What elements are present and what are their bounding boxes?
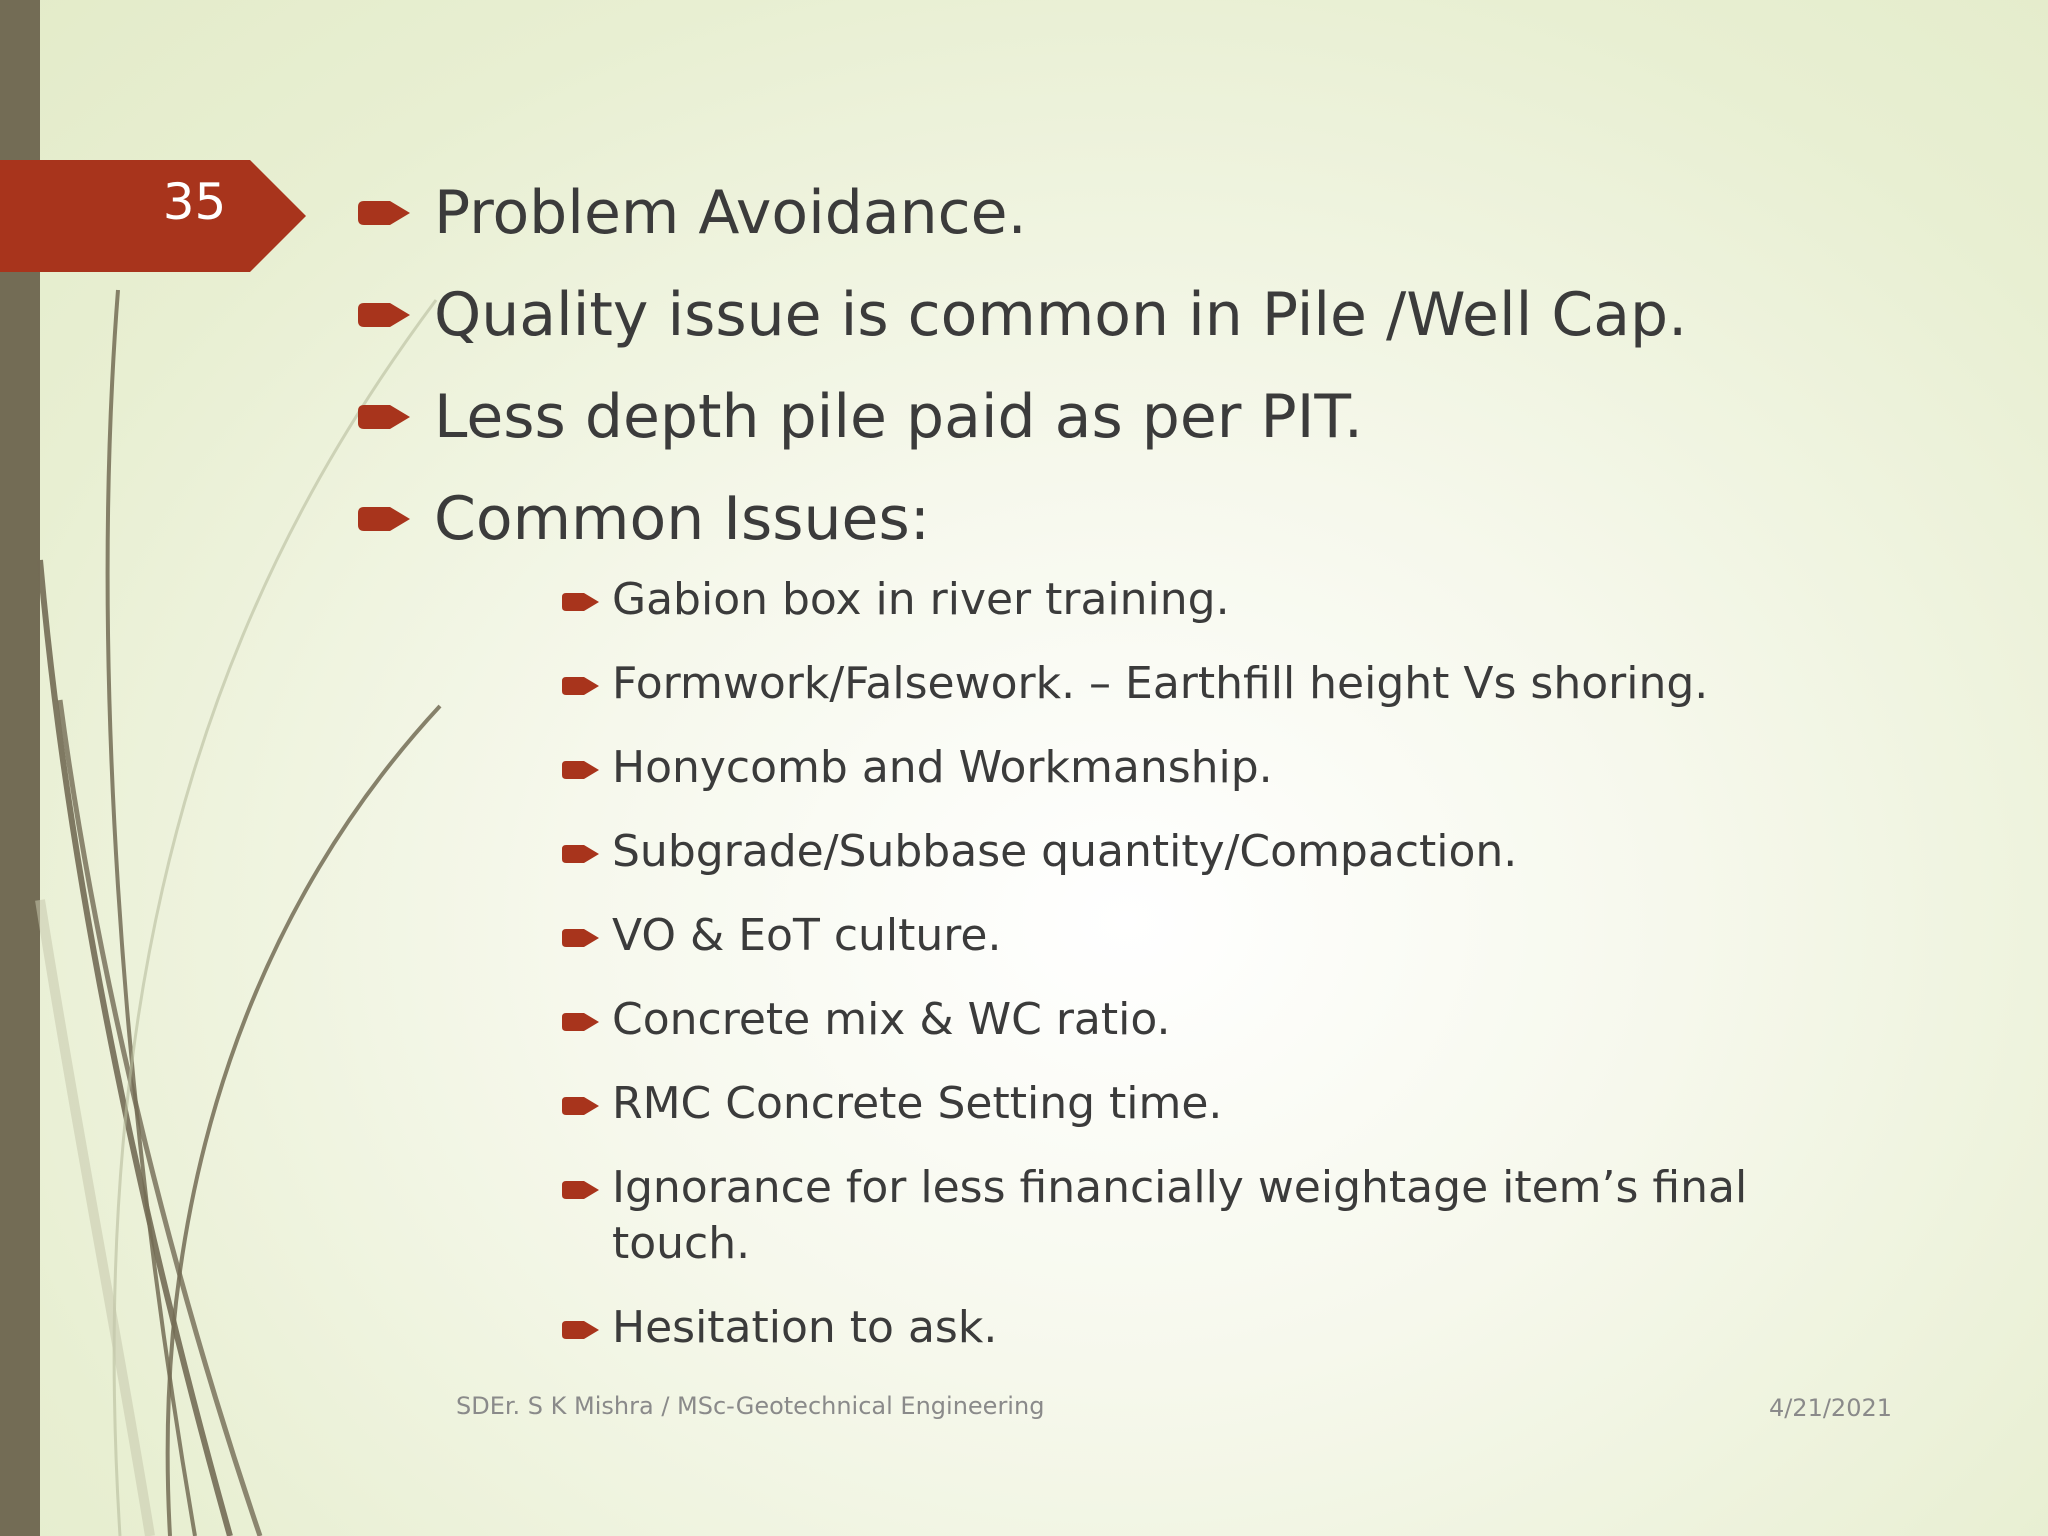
sub-bullet-list [562,572,1862,1384]
main-bullet-text: Common Issues: [434,484,930,554]
sub-bullet-item [562,572,1862,628]
arrow-bullet-icon [562,908,612,952]
footer-date: 4/21/2021 [1768,1394,1892,1422]
arrow-bullet-icon [562,824,612,868]
arrow-bullet-icon [562,992,612,1036]
sub-bullet-item [562,1076,1862,1132]
arrow-bullet-icon [562,1076,612,1120]
arrow-bullet-icon [358,199,434,227]
sub-bullet-item [562,908,1862,964]
sub-bullet-item [562,1300,1862,1356]
arrow-bullet-icon [562,572,612,616]
arrow-bullet-icon [562,1300,612,1344]
main-bullet-item [358,162,1858,264]
main-bullet-item [358,264,1858,366]
sub-bullet-text: Hesitation to ask. [612,1302,998,1353]
sub-bullet-text: Gabion box in river training. [612,574,1230,625]
arrow-bullet-icon [358,505,434,533]
sub-bullet-text: Subgrade/Subbase quantity/Compaction. [612,826,1518,877]
arrow-bullet-icon [358,403,434,431]
arrow-bullet-icon [562,656,612,700]
sub-bullet-text: Honycomb and Workmanship. [612,742,1273,793]
main-bullet-item [358,468,1858,570]
sub-bullet-item [562,824,1862,880]
sub-bullet-text: Formwork/Falsework. – Earthfill height Vs shoring. [612,658,1709,709]
arrow-bullet-icon [358,301,434,329]
arrow-bullet-icon [562,740,612,784]
sub-bullet-text: Concrete mix & WC ratio. [612,994,1171,1045]
main-bullet-text: Problem Avoidance. [434,178,1027,248]
slide-number: 35 [162,173,227,231]
arrow-bullet-icon [562,1160,612,1204]
main-bullet-text: Less depth pile paid as per PIT. [434,382,1364,452]
footer-author: SDEr. S K Mishra / MSc-Geotechnical Engineering [456,1392,1045,1420]
sub-bullet-item [562,740,1862,796]
sub-bullet-item [562,1160,1862,1272]
sub-bullet-text: Ignorance for less financially weightage item’s final touch. [612,1162,1748,1269]
sub-bullet-item [562,992,1862,1048]
main-bullet-item [358,366,1858,468]
main-bullet-text: Quality issue is common in Pile /Well Cap. [434,280,1688,350]
sub-bullet-text: RMC Concrete Setting time. [612,1078,1223,1129]
sub-bullet-text: VO & EoT culture. [612,910,1002,961]
main-bullet-list [358,162,1858,570]
sub-bullet-item [562,656,1862,712]
